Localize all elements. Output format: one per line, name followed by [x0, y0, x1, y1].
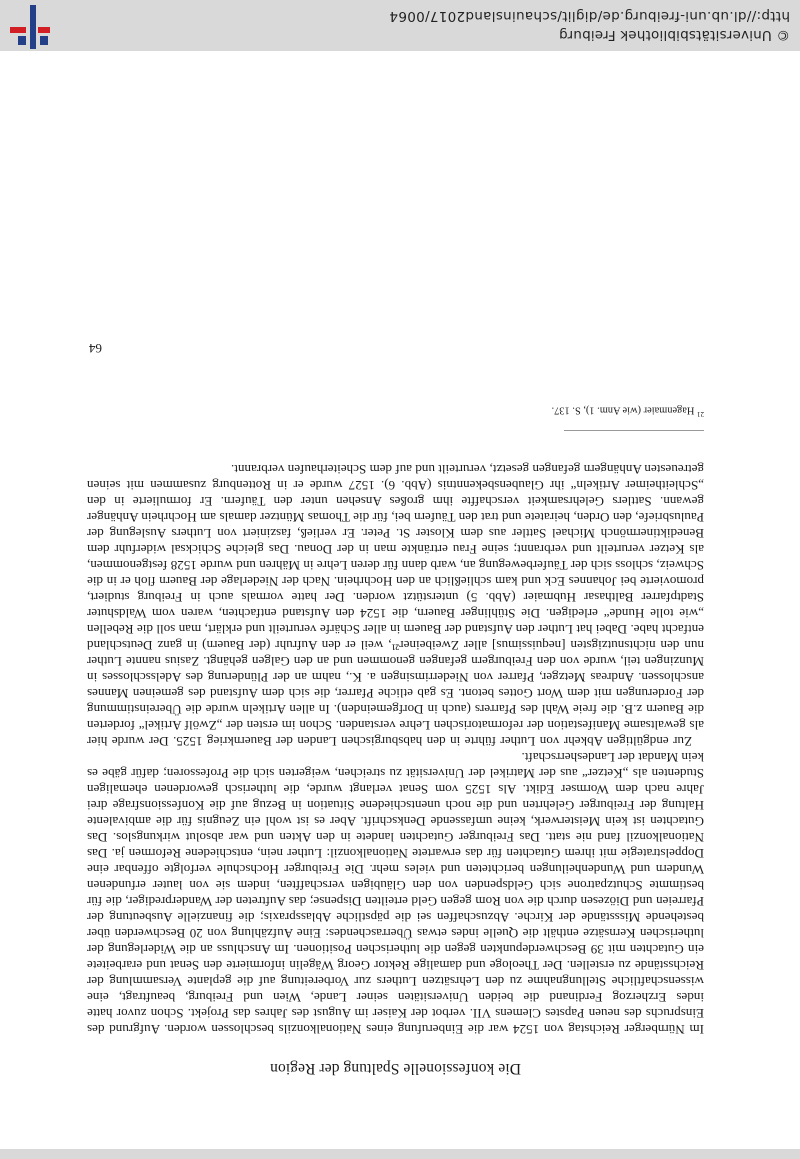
footnote-text: Hagenmaier (wie Anm. 1), S. 137.	[551, 404, 695, 416]
viewer-top-strip	[0, 1149, 800, 1159]
footnote-rule	[564, 430, 704, 431]
footnote	[87, 404, 704, 420]
body-text	[87, 461, 704, 1037]
paragraph-1: Im Nürnberger Reichstag von 1524 war die Einberufung eines Nationalkonzils beschlossen worden. Aufgrund des Einspruchs des neuen Papstes Clemens VII. verbot der Kaiser im August des Jahres das Projekt. Schon zuvor hatte indes Erzherzog Ferdinand die beiden Universitäten seiner Lande, Wien und Freiburg, beauftragt, eine wissenschaftliche Stellungnahme zu den Lehrsätzen Luthers zur Vorbereitung auf die geplante Versammlung der Reichsstände zu erstellen. Der Theologe und damalige Rektor Georg Wägelin informierte den Senat und erarbeitete ein Gutachten mit 39 Beschwerdepunkten gegen die lutherischen Positionen. Im Anschluss an die Widerlegung der lutherischen Kernsätze enthält die Quelle indes etwas Überraschendes: Eine Aufzählung von 20 Beschwerden über bestehende Missstände der Kirche. Abzuschaffen sei die päpstliche Ablasspraxis; die finanzielle Ausbeutung der Pfarreien und Diözesen durch die von Rom gegen Geld erteilten Dispense; das Auftreten der Wanderprediger, die für bestimmte Schutzpatrone sich Geldspenden von den Gläubigen verschafften, indem sie von lauter erfundenen Wundern und Wundenheilungen berichteten und vieles mehr. Die Freiburger Hochschule verfolgte offenbar eine Doppelstrategie mit ihrem Gutachten für das erwartete Nationalkonzil: Luther nein, entschiedene Reformen ja. Das Nationalkonzil fand nie statt. Das Freiburger Gutachten landete in den Akten und war absolut wirkungslos. Das Gutachten ist kein Meisterwerk, keine umfassende Denkschrift. Aber es ist wohl ein Zeugnis für die ambivalente Haltung der Freiburger Gelehrten und die noch unentschiedene Situation in Bezug auf die Konfessionsfrage drei Jahre nach dem Wormser Edikt. Als 1525 vom Senat verlangt wurde, die lutherisch gewordenen ehemaligen Studenten als „Ketzer“ aus der Matrikel der Universität zu streichen, weigerten sich die Professoren; dafür gäbe es kein Mandat der Landesherrschaft.	[87, 750, 704, 1037]
section-heading: Die konfessionelle Spaltung der Region	[270, 1060, 521, 1077]
copyright-credit: © Universitätsbibliothek Freiburg	[558, 27, 790, 43]
page-content	[87, 340, 704, 1077]
page-number: 64	[89, 340, 102, 356]
ub-freiburg-logo-icon	[8, 5, 50, 49]
permalink[interactable]: http://dl.ub.uni-freiburg.de/diglit/schauinsland2017/0064	[389, 8, 790, 24]
paragraph-2: Zur endgültigen Abkehr von Luther führte in den habsburgischen Landen der Bauernkrieg 1525. Der wurde hier als gewaltsame Manifestation der reformatorischen Lehre verstanden. Schon im ersten der „Zwölf Artikel“ forderten die Bauern z.B. die freie Wahl des Pfarrers (auch in Dorfgemeinden). In allen Artikeln wurde die Übereinstimmung der Forderungen mit dem Wort Gottes betont. Es gab etliche Pfarrer, die sich dem Aufstand des gemeinen Mannes anschlossen. Andreas Metzger, Pfarrer von Niederrimsingen a. K., nahm an der Plünderung des Adelsschlosses in Munzingen teil, wurde von den Freiburgern gefangen genommen und an den Galgen gehängt. Zasius nannte Luther nun den nichtsnutzigsten [nequissimus] aller Zweibeiner²¹, weil er den Aufruhr (der Bauern) in ganz Deutschland entfacht habe. Dabei hat Luther den Aufstand der Bauern in aller Schärfe verurteilt und erklärt, man soll die Rebellen „wie tolle Hunde“ erledigen. Die Stühlinger Bauern, die 1524 den Aufstand entfachten, waren vom Waldshuter Stadtpfarrer Balthasar Hubmaier (Abb. 5) unterstützt worden. Der hatte vormals auch in Freiburg studiert, promovierte bei Johannes Eck und kam schließlich an den Hochrhein. Nach der Niederlage der Bauern floh er in die Schweiz, schloss sich der Täuferbewegung an, warb dann für deren Lehre in Mähren und wurde 1528 festgenommen, als Ketzer verurteilt und verbrannt; seine Frau ertränkte man in der Donau. Das gleiche Schicksal widerfuhr dem Benediktinermönch Michael Sattler aus dem Kloster St. Peter. Er verließ, fasziniert von Luthers Auslegung der Paulusbriefe, den Orden, heiratete und trat den Täufern bei, für die Thomas Müntzer damals am Hochrhein Anhänger gewann. Sattlers Gelehrsamkeit verschaffte ihm großes Ansehen unter den Täufern. Er formulierte in den „Schleitheimer Artikeln“ ihr Glaubensbekenntnis (Abb. 6). 1527 wurde er in Rottenburg zusammen mit seinen getreuesten Anhängern gefangen gesetzt, verurteilt und auf dem Scheiterhaufen verbrannt.	[87, 462, 704, 749]
library-footer	[0, 0, 800, 51]
footnote-number: 21	[697, 410, 704, 418]
